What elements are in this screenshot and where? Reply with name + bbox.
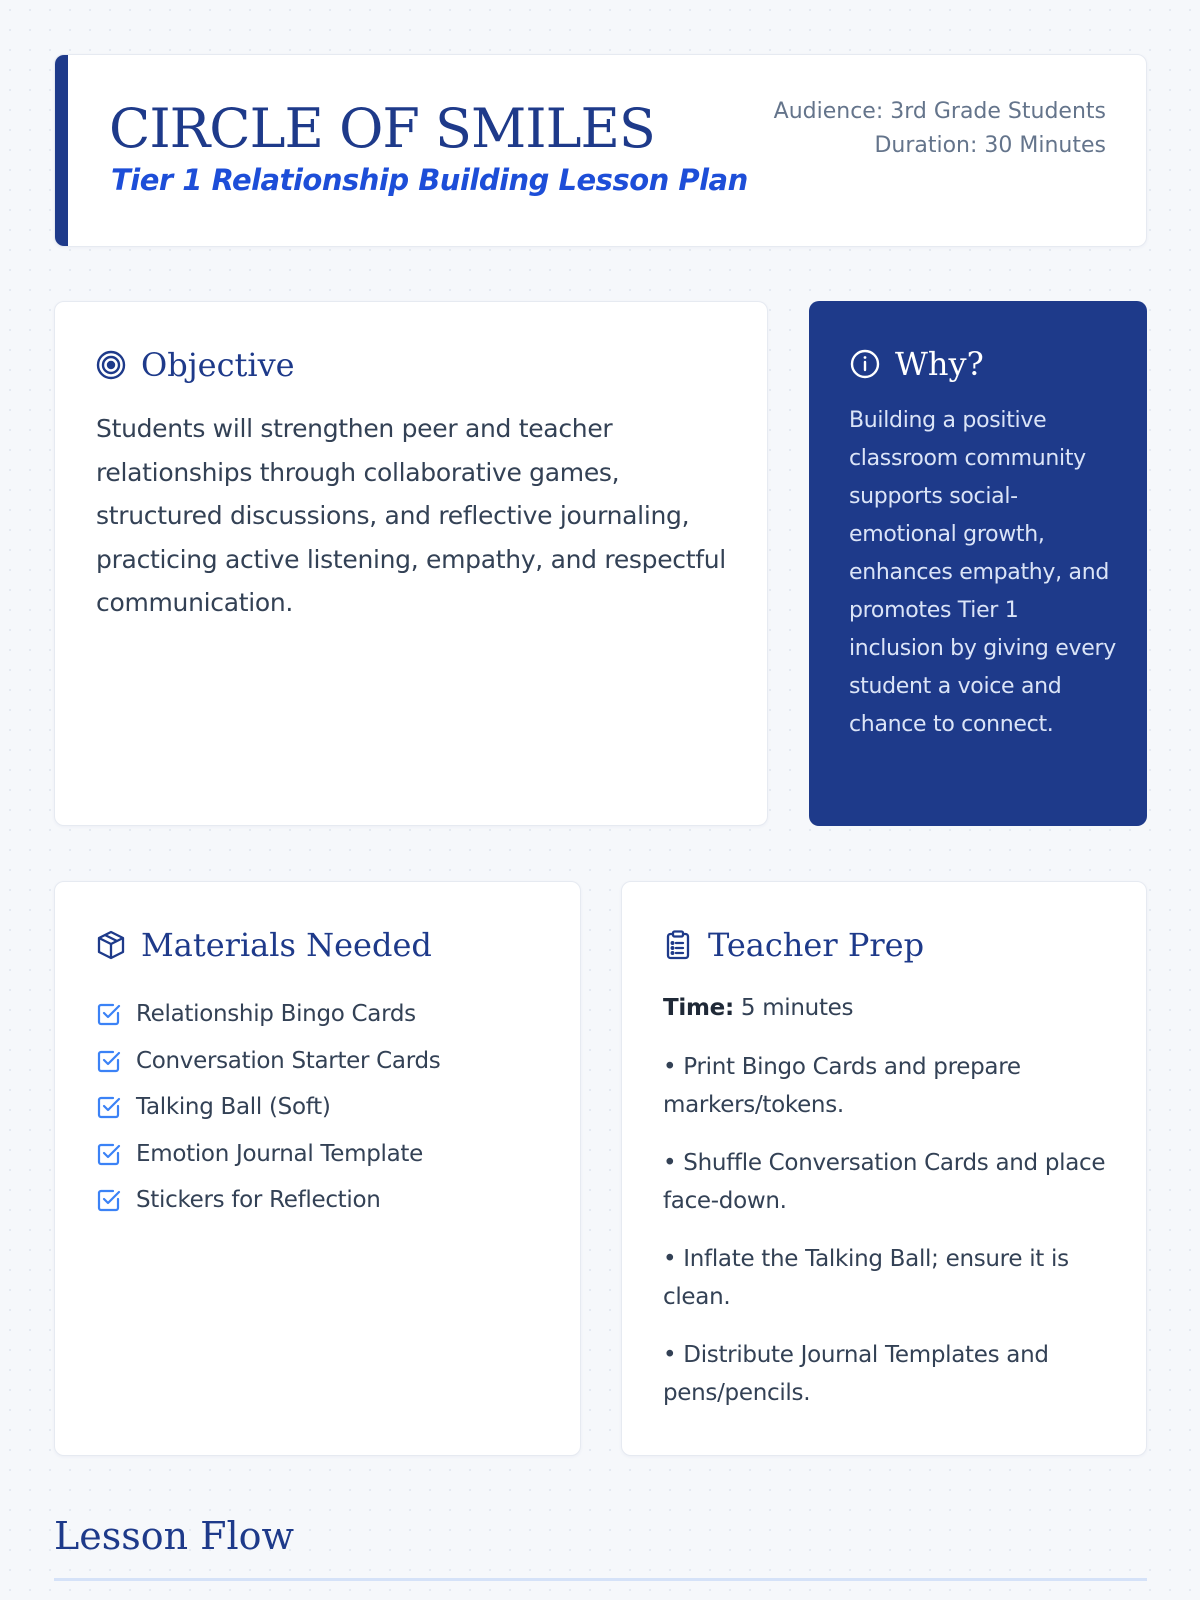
lesson-flow-heading: Lesson Flow [54, 1514, 295, 1558]
list-item [96, 1084, 440, 1131]
checkbox-icon [96, 1094, 122, 1120]
material-label: Conversation Starter Cards [136, 1047, 441, 1074]
list-item: • Print Bingo Cards and prepare markers/tokens. [663, 1054, 1021, 1118]
list-item [96, 991, 440, 1038]
lesson-header [54, 54, 1147, 247]
clipboard-icon [662, 929, 694, 961]
objective-title: Objective [141, 346, 295, 384]
checkbox-icon [96, 1001, 122, 1027]
target-icon [95, 349, 127, 381]
why-text: Building a positive classroom community supports social-emotional growth, enhances empathy, and promotes Tier 1 inclusion by giving every student a voice and chance to connect. [849, 408, 1116, 737]
materials-title: Materials Needed [141, 926, 432, 964]
lesson-meta [774, 95, 1106, 163]
audience-text: Audience: 3rd Grade Students [773, 99, 1106, 124]
list-item: • Distribute Journal Templates and pens/pencils. [663, 1342, 1049, 1406]
section-divider [54, 1578, 1147, 1581]
materials-list [96, 991, 440, 1224]
materials-heading [95, 926, 432, 964]
objective-card [54, 301, 768, 826]
why-heading [849, 345, 984, 383]
info-icon [849, 348, 881, 380]
list-item: • Inflate the Talking Ball; ensure it is clean. [663, 1246, 1069, 1310]
why-title: Why? [895, 345, 984, 383]
prep-heading [662, 926, 924, 964]
page-title: CIRCLE OF SMILES [109, 97, 655, 160]
list-item: • Shuffle Conversation Cards and place face-down. [663, 1150, 1106, 1214]
list-item [96, 1038, 440, 1085]
prep-time-label: Time: [663, 995, 734, 1021]
list-item [96, 1177, 440, 1224]
page-subtitle: Tier 1 Relationship Building Lesson Plan [111, 163, 748, 197]
checkbox-icon [96, 1141, 122, 1167]
material-label: Emotion Journal Template [136, 1140, 423, 1167]
materials-card [54, 881, 581, 1456]
material-label: Talking Ball (Soft) [136, 1094, 331, 1121]
material-label: Relationship Bingo Cards [136, 1001, 416, 1028]
why-card [809, 301, 1147, 826]
objective-heading [95, 346, 295, 384]
material-label: Stickers for Reflection [136, 1187, 381, 1214]
checkbox-icon [96, 1048, 122, 1074]
prep-steps-list [663, 1048, 1123, 1432]
objective-text: Students will strengthen peer and teacher relationships through collaborative games, structured discussions, and reflective journaling, practicing active listening, empathy, and respectful communication. [96, 414, 726, 617]
checkbox-icon [96, 1187, 122, 1213]
prep-title: Teacher Prep [708, 926, 925, 964]
list-item [96, 1131, 440, 1178]
prep-time [663, 995, 853, 1021]
teacher-prep-card [621, 881, 1147, 1456]
duration-text: Duration: 30 Minutes [874, 133, 1106, 158]
box-icon [95, 929, 127, 961]
header-accent-bar [55, 55, 68, 246]
prep-time-value: 5 minutes [740, 995, 854, 1021]
